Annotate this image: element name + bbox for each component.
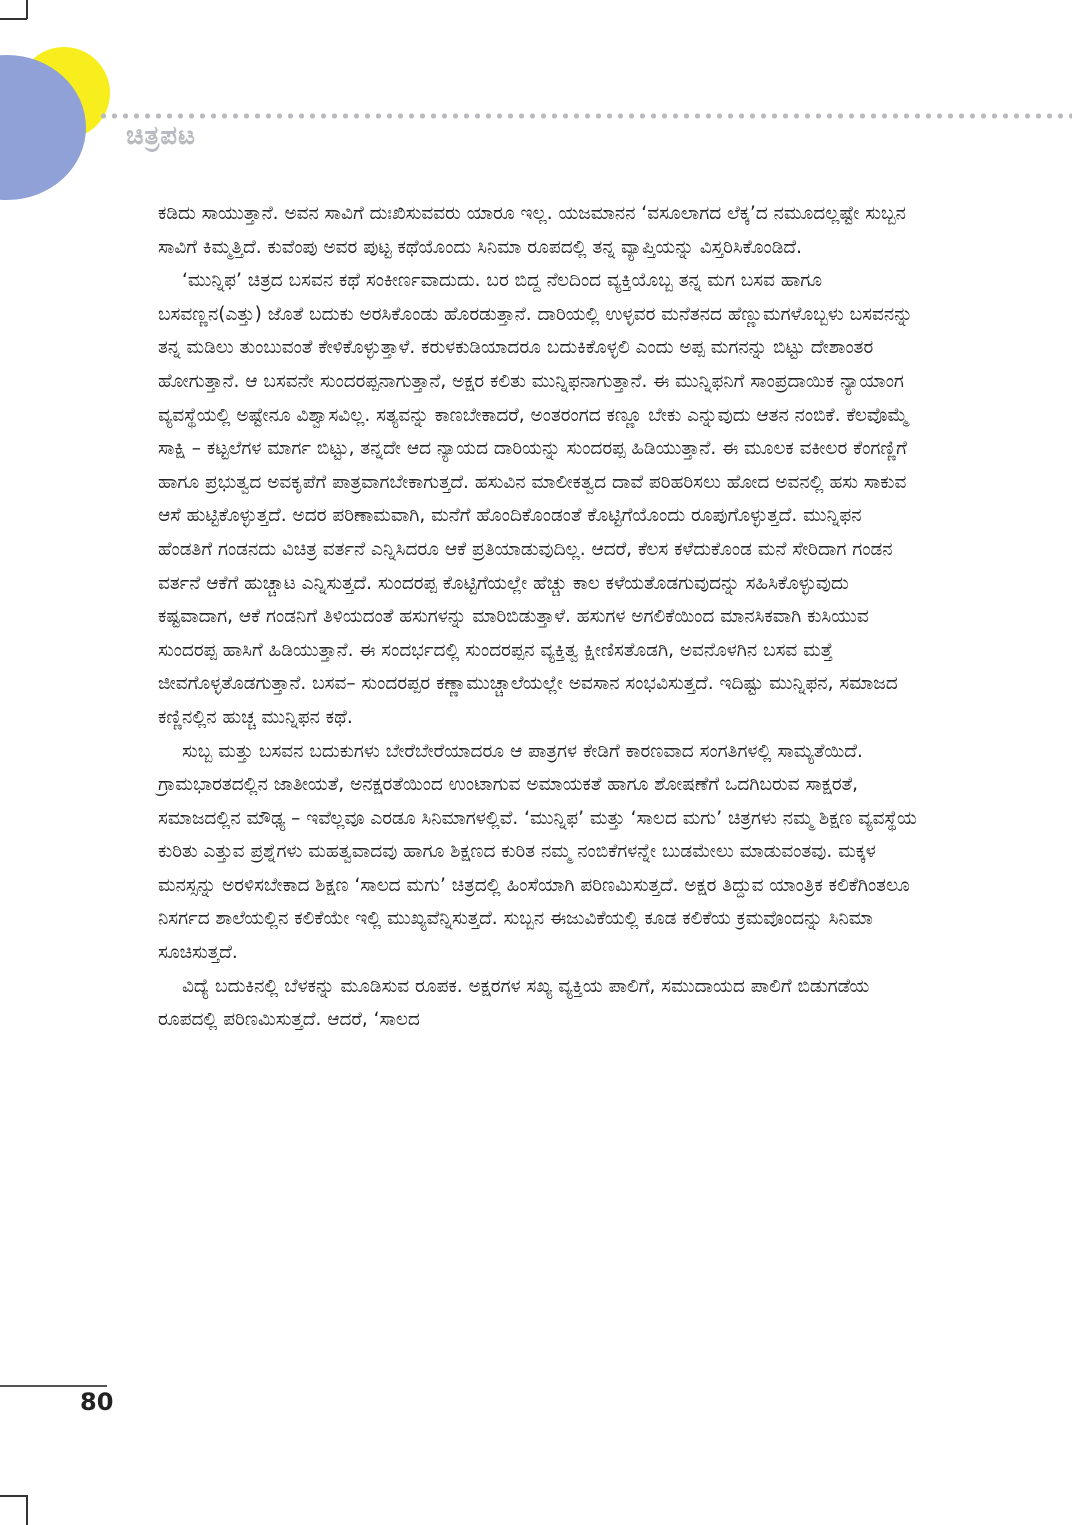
crop-mark-top-vertical xyxy=(26,0,28,19)
crop-mark-bottom-vertical xyxy=(26,1495,28,1525)
paragraph-2: ‘ಮುನ್ನಿಫ’ ಚಿತ್ರದ ಬಸವನ ಕಥೆ ಸಂಕೀರ್ಣವಾದುದು. ಬರ ಬಿದ್ದ ನೆಲದಿಂದ ವ್ಯಕ್ತಿಯೊಬ್ಬ ತನ್ನ ಮಗ ಬಸವ ಹಾಗೂ ಬಸವಣ್ಣನ(ಎತ್ತು) ಜೊತೆ ಬದುಕು ಅರಸಿಕೊಂಡು ಹೊರಡುತ್ತಾನೆ. ದಾರಿಯಲ್ಲಿ ಉಳ್ಳವರ ಮನೆತನದ ಹೆಣ್ಣುಮಗಳೊಬ್ಬಳು ಬಸವನನ್ನು ತನ್ನ ಮಡಿಲು ತುಂಬುವಂತೆ ಕೇಳಿಕೊಳ್ಳುತ್ತಾಳೆ. ಕರುಳಕುಡಿಯಾದರೂ ಬದುಕಿಕೊಳ್ಳಲಿ ಎಂದು ಅಪ್ಪ ಮಗನನ್ನು ಬಿಟ್ಟು ದೇಶಾಂತರ ಹೋಗುತ್ತಾನೆ. ಆ ಬಸವನೇ ಸುಂದರಪ್ಪನಾಗುತ್ತಾನೆ, ಅಕ್ಷರ ಕಲಿತು ಮುನ್ನಿಫನಾಗುತ್ತಾನೆ. ಈ ಮುನ್ನಿಫನಿಗೆ ಸಾಂಪ್ರದಾಯಿಕ ನ್ಯಾಯಾಂಗ ವ್ಯವಸ್ಥೆಯಲ್ಲಿ ಅಷ್ಟೇನೂ ವಿಶ್ವಾಸವಿಲ್ಲ. ಸತ್ಯವನ್ನು ಕಾಣಬೇಕಾದರೆ, ಅಂತರಂಗದ ಕಣ್ಣೂ ಬೇಕು ಎನ್ನುವುದು ಆತನ ನಂಬಿಕೆ. ಕೆಲವೊಮ್ಮೆ ಸಾಕ್ಷಿ – ಕಟ್ಟಲೆಗಳ ಮಾರ್ಗ ಬಿಟ್ಟು, ತನ್ನದೇ ಆದ ನ್ಯಾಯದ ದಾರಿಯನ್ನು ಸುಂದರಪ್ಪ ಹಿಡಿಯುತ್ತಾನೆ. ಈ ಮೂಲಕ ವಕೀಲರ ಕೆಂಗಣ್ಣಿಗೆ ಹಾಗೂ ಪ್ರಭುತ್ವದ ಅವಕೃಪೆಗೆ ಪಾತ್ರವಾಗಬೇಕಾಗುತ್ತದೆ. ಹಸುವಿನ ಮಾಲೀಕತ್ವದ ದಾವೆ ಪರಿಹರಿಸಲು ಹೋದ ಅವನಲ್ಲಿ ಹಸು ಸಾಕುವ ಆಸೆ ಹುಟ್ಟಿಕೊಳ್ಳುತ್ತದೆ. ಅದರ ಪರಿಣಾಮವಾಗಿ, ಮನೆಗೆ ಹೊಂದಿಕೊಂಡಂತೆ ಕೊಟ್ಟಿಗೆಯೊಂದು ರೂಪುಗೊಳ್ಳುತ್ತದೆ. ಮುನ್ನಿಫನ ಹೆಂಡತಿಗೆ ಗಂಡನದು ವಿಚಿತ್ರ ವರ್ತನೆ ಎನ್ನಿಸಿದರೂ ಆಕೆ ಪ್ರತಿಯಾಡುವುದಿಲ್ಲ. ಆದರೆ, ಕೆಲಸ ಕಳೆದುಕೊಂಡ ಮನೆ ಸೇರಿದಾಗ ಗಂಡನ ವರ್ತನೆ ಆಕೆಗೆ ಹುಚ್ಚಾಟ ಎನ್ನಿಸುತ್ತದೆ. ಸುಂದರಪ್ಪ ಕೊಟ್ಟಿಗೆಯಲ್ಲೇ ಹೆಚ್ಚು ಕಾಲ ಕಳೆಯತೊಡಗುವುದನ್ನು ಸಹಿಸಿಕೊಳ್ಳುವುದು ಕಷ್ಟವಾದಾಗ, ಆಕೆ ಗಂಡನಿಗೆ ತಿಳಿಯದಂತೆ ಹಸುಗಳನ್ನು ಮಾರಿಬಿಡುತ್ತಾಳೆ. ಹಸುಗಳ ಅಗಲಿಕೆಯಿಂದ ಮಾನಸಿಕವಾಗಿ ಕುಸಿಯುವ ಸುಂದರಪ್ಪ ಹಾಸಿಗೆ ಹಿಡಿಯುತ್ತಾನೆ. ಈ ಸಂದರ್ಭದಲ್ಲಿ ಸುಂದರಪ್ಪನ ವ್ಯಕ್ತಿತ್ವ ಕ್ಷೀಣಿಸತೊಡಗಿ, ಅವನೊಳಗಿನ ಬಸವ ಮತ್ತೆ ಜೀವಗೊಳ್ಳತೊಡಗುತ್ತಾನೆ. ಬಸವ– ಸುಂದರಪ್ಪರ ಕಣ್ಣಾಮುಚ್ಚಾಲೆಯಲ್ಲೇ ಅವಸಾನ ಸಂಭವಿಸುತ್ತದೆ. ಇದಿಷ್ಟು ಮುನ್ನಿಫನ, ಸಮಾಜದ ಕಣ್ಣಿನಲ್ಲಿನ ಹುಚ್ಚ ಮುನ್ನಿಫನ ಕಥೆ. xyxy=(158,270,913,728)
crop-mark-top xyxy=(0,18,27,20)
paragraph-1: ಕಡಿದು ಸಾಯುತ್ತಾನೆ. ಅವನ ಸಾವಿಗೆ ದುಃಖಿಸುವವರು ಯಾರೂ ಇಲ್ಲ. ಯಜಮಾನನ ‘ವಸೂಲಾಗದ ಲೆಕ್ಕ’ದ ನಮೂದಲ್ಲಷ್ಟೇ ಸುಬ್ಬನ ಸಾವಿಗೆ ಕಿಮ್ಮತ್ತಿದೆ. ಕುವೆಂಪು ಅವರ ಪುಟ್ಟ ಕಥೆಯೊಂದು ಸಿನಿಮಾ ರೂಪದಲ್ಲಿ ತನ್ನ ವ್ಯಾಪ್ತಿಯನ್ನು ವಿಸ್ತರಿಸಿಕೊಂಡಿದೆ. xyxy=(158,203,906,258)
page-number: 80 xyxy=(80,1388,114,1416)
crop-mark-bottom xyxy=(0,1495,27,1497)
dotted-rule xyxy=(98,112,1072,120)
section-title: ಚಿತ್ರಪಟ xyxy=(126,121,196,151)
paragraph-4: ವಿದ್ಯೆ ಬದುಕಿನಲ್ಲಿ ಬೆಳಕನ್ನು ಮೂಡಿಸುವ ರೂಪಕ. ಅಕ್ಷರಗಳ ಸಖ್ಯ ವ್ಯಕ್ತಿಯ ಪಾಲಿಗೆ, ಸಮುದಾಯದ ಪಾಲಿಗೆ ಬಿಡುಗಡೆಯ ರೂಪದಲ್ಲಿ ಪರಿಣಮಿಸುತ್ತದೆ. ಆದರೆ, ‘ಸಾಲದ xyxy=(158,975,870,1031)
page-number-rule xyxy=(0,1385,107,1387)
article-body xyxy=(158,197,918,1037)
paragraph-3: ಸುಬ್ಬ ಮತ್ತು ಬಸವನ ಬದುಕುಗಳು ಬೇರೆಬೇರೆಯಾದರೂ ಆ ಪಾತ್ರಗಳ ಕೇಡಿಗೆ ಕಾರಣವಾದ ಸಂಗತಿಗಳಲ್ಲಿ ಸಾಮ್ಯತೆಯಿದೆ. ಗ್ರಾಮಭಾರತದಲ್ಲಿನ ಜಾತೀಯತೆ, ಅನಕ್ಷರತೆಯಿಂದ ಉಂಟಾಗುವ ಅಮಾಯಕತೆ ಹಾಗೂ ಶೋಷಣೆಗೆ ಒದಗಿಬರುವ ಸಾಕ್ಷರತೆ, ಸಮಾಜದಲ್ಲಿನ ಮೌಢ್ಯ – ಇವೆಲ್ಲವೂ ಎರಡೂ ಸಿನಿಮಾಗಳಲ್ಲಿವೆ. ‘ಮುನ್ನಿಫ’ ಮತ್ತು ‘ಸಾಲದ ಮಗು’ ಚಿತ್ರಗಳು ನಮ್ಮ ಶಿಕ್ಷಣ ವ್ಯವಸ್ಥೆಯ ಕುರಿತು ಎತ್ತುವ ಪ್ರಶ್ನೆಗಳು ಮಹತ್ವವಾದವು ಹಾಗೂ ಶಿಕ್ಷಣದ ಕುರಿತ ನಮ್ಮ ನಂಬಿಕೆಗಳನ್ನೇ ಬುಡಮೇಲು ಮಾಡುವಂತವು. ಮಕ್ಕಳ ಮನಸ್ಸನ್ನು ಅರಳಿಸಬೇಕಾದ ಶಿಕ್ಷಣ ‘ಸಾಲದ ಮಗು’ ಚಿತ್ರದಲ್ಲಿ ಹಿಂಸೆಯಾಗಿ ಪರಿಣಮಿಸುತ್ತದೆ. ಅಕ್ಷರ ತಿದ್ದುವ ಯಾಂತ್ರಿಕ ಕಲಿಕೆಗಿಂತಲೂ ನಿಸರ್ಗದ ಶಾಲೆಯಲ್ಲಿನ ಕಲಿಕೆಯೇ ಇಲ್ಲಿ ಮುಖ್ಯವೆನ್ನಿಸುತ್ತದೆ. ಸುಬ್ಬನ ಈಜುವಿಕೆಯಲ್ಲಿ ಕೂಡ ಕಲಿಕೆಯ ಕ್ರಮವೊಂದನ್ನು ಸಿನಿಮಾ ಸೂಚಿಸುತ್ತದೆ. xyxy=(158,740,917,964)
